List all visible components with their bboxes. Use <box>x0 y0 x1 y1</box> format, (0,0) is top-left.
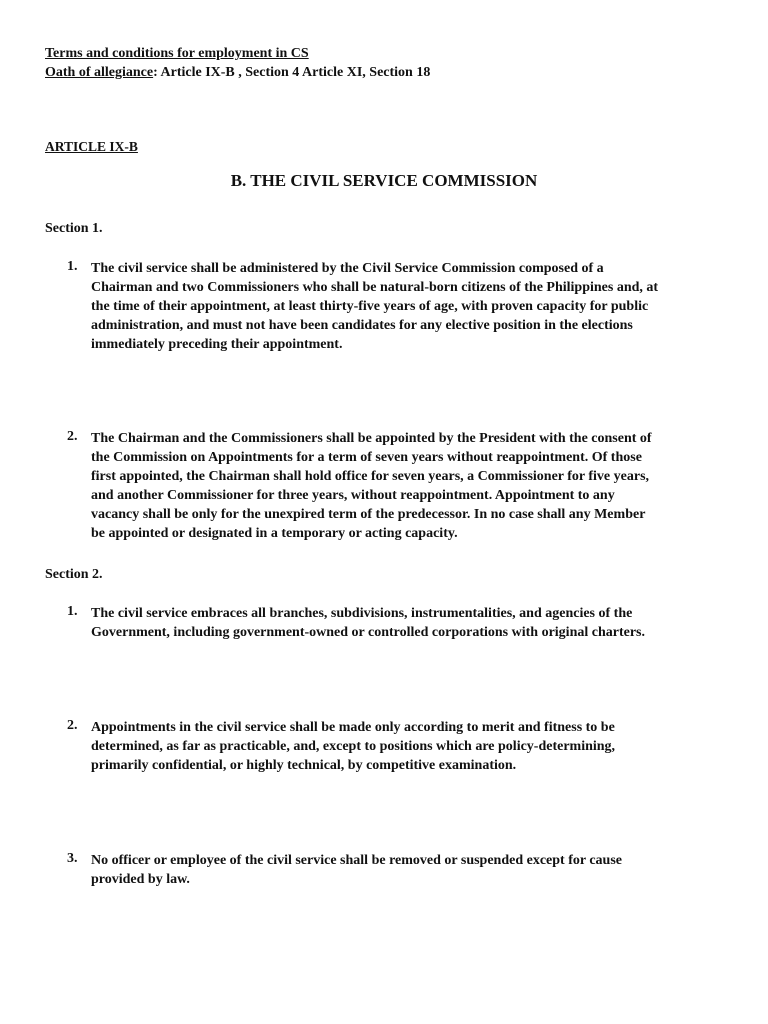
text-line: Appointments in the civil service shall be made only according to merit and fitness to be <box>91 720 615 735</box>
list-item-text <box>91 259 727 354</box>
list-item-text <box>91 718 727 775</box>
list-item-number: 2. <box>67 718 78 733</box>
list-item-number: 2. <box>67 429 78 444</box>
page-title: B. THE CIVIL SERVICE COMMISSION <box>230 171 538 190</box>
text-line: No officer or employee of the civil service shall be removed or suspended except for cause <box>91 853 622 868</box>
text-line: determined, as far as practicable, and, except to positions which are policy-determining, <box>91 739 616 754</box>
text-line: be appointed or designated in a temporary or acting capacity. <box>91 526 458 541</box>
list-item-text <box>91 429 727 543</box>
text-line: first appointed, the Chairman shall hold office for seven years, a Commissioner for five years, <box>91 469 650 484</box>
list-item-text <box>91 604 727 642</box>
text-line: the Commission on Appointments for a term of seven years without reappointment. Of those <box>91 450 642 465</box>
text-line: The civil service embraces all branches, subdivisions, instrumentalities, and agencies of the <box>91 606 633 621</box>
text-line: immediately preceding their appointment. <box>91 337 343 352</box>
text-line: The Chairman and the Commissioners shall be appointed by the President with the consent of <box>91 431 652 446</box>
text-line: vacancy shall be only for the unexpired term of the predecessor. In no case shall any Member <box>91 507 646 522</box>
list-item-number: 1. <box>67 259 78 274</box>
text-line: Chairman and two Commissioners who shall be natural-born citizens of the Philippines and, at <box>91 280 659 295</box>
list-item-number: 1. <box>67 604 78 619</box>
section-2-heading: Section 2. <box>45 567 103 582</box>
text-line: primarily confidential, or highly technical, by competitive examination. <box>91 758 517 773</box>
text-line: The civil service shall be administered by the Civil Service Commission composed of a <box>91 261 604 276</box>
section-1-heading: Section 1. <box>45 221 103 236</box>
header-title: Terms and conditions for employment in CS <box>45 46 309 61</box>
text-line: and another Commissioner for three years, without reappointment. Appointment to any <box>91 488 615 503</box>
list-item-text <box>91 851 727 889</box>
oath-label: Oath of allegiance <box>45 65 154 80</box>
text-line: the time of their appointment, at least thirty-five years of age, with proven capacity for public <box>91 299 649 314</box>
header-oath-line <box>45 65 430 81</box>
article-label: ARTICLE IX-B <box>45 139 138 154</box>
text-line: Government, including government-owned or controlled corporations with original charters. <box>91 625 645 640</box>
text-line: provided by law. <box>91 872 190 887</box>
text-line: administration, and must not have been candidates for any elective position in the elections <box>91 318 633 333</box>
oath-references: : Article IX-B , Section 4 Article XI, Section 18 <box>153 65 431 80</box>
list-item-number: 3. <box>67 851 78 866</box>
